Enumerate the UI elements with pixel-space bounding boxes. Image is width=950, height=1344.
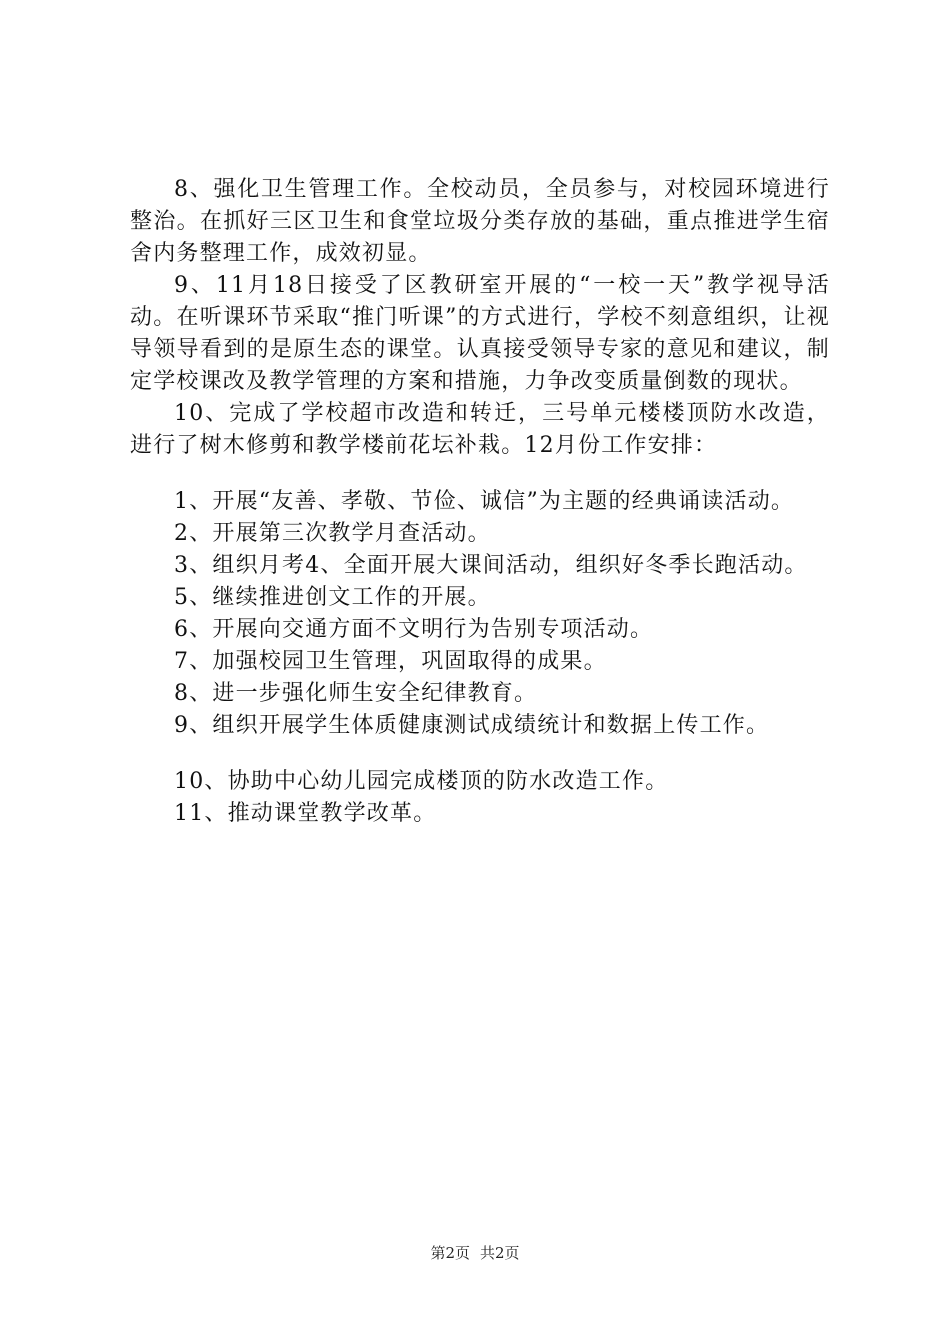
plan-item-1: 1、开展“友善、孝敬、节俭、诚信”为主题的经典诵读活动。 xyxy=(174,489,795,514)
plan-item-11: 11、推动课堂教学改革。 xyxy=(174,801,437,826)
plan-item-8: 8、进一步强化师生安全纪律教育。 xyxy=(174,681,538,706)
plan-item-2: 2、开展第三次教学月查活动。 xyxy=(174,521,491,546)
plan-item-5: 5、继续推进创文工作的开展。 xyxy=(174,585,491,610)
spacer xyxy=(130,742,830,766)
paragraph-item-8: 8、强化卫生管理工作。全校动员，全员参与，对校园环境进行整治。在抓好三区卫生和食堂垃圾分类存放的基础，重点推进学生宿舍内务整理工作，成效初显。 xyxy=(130,177,830,266)
paragraph-item-10: 10、完成了学校超市改造和转迁，三号单元楼楼顶防水改造，进行了树木修剪和教学楼前花坛补栽。12月份工作安排： xyxy=(130,401,830,458)
plan-item-10: 10、协助中心幼儿园完成楼顶的防水改造工作。 xyxy=(174,769,669,794)
plan-item-7: 7、加强校园卫生管理，巩固取得的成果。 xyxy=(174,649,607,674)
paragraph-item-9: 9、11月18日接受了区教研室开展的“一校一天”教学视导活动。在听课环节采取“推门听课”的方式进行，学校不刻意组织，让视导领导看到的是原生态的课堂。认真接受领导专家的意见和建议，制定学校课改及教学管理的方案和措施，力争改变质量倒数的现状。 xyxy=(130,273,830,394)
plan-item-3-4: 3、组织月考4、全面开展大课间活动，组织好冬季长跑活动。 xyxy=(174,553,808,578)
plan-item-6: 6、开展向交通方面不文明行为告别专项活动。 xyxy=(174,617,654,642)
plan-item-9: 9、组织开展学生体质健康测试成绩统计和数据上传工作。 xyxy=(174,713,770,738)
spacer xyxy=(130,462,830,486)
page-total: 共2页 xyxy=(480,1244,520,1262)
page-number: 第2页 xyxy=(430,1244,470,1262)
page-footer xyxy=(0,1243,950,1263)
document-body xyxy=(130,174,830,830)
